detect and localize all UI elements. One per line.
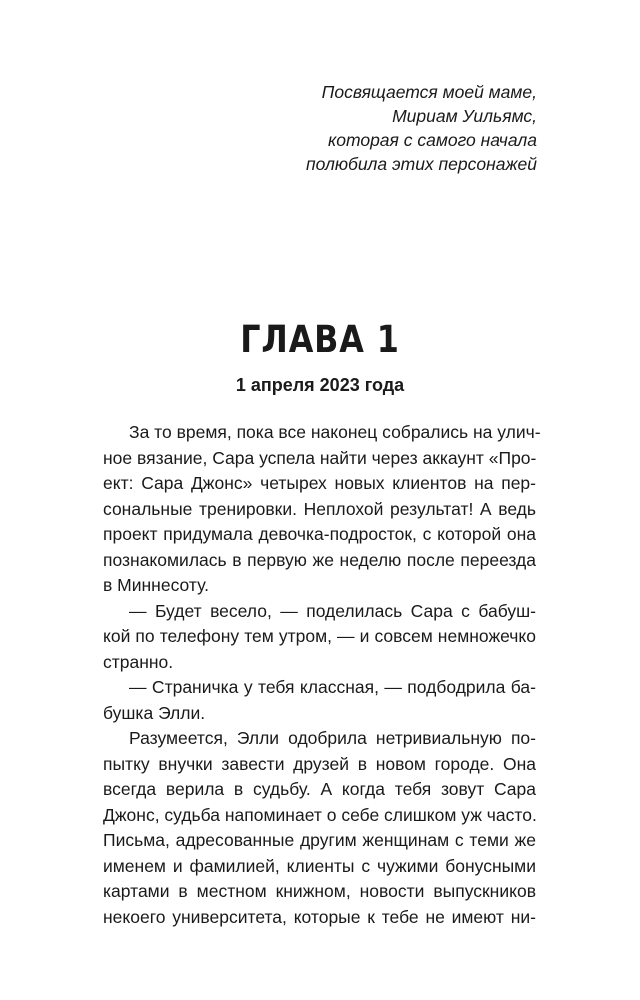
chapter-title: ГЛАВА 1 (240, 318, 400, 361)
text-line: кой по телефону тем утром, — и совсем немножечко (103, 626, 536, 646)
text-line: именем и фамилией, клиенты с чужими бонусными (103, 855, 536, 876)
chapter-body (103, 420, 541, 930)
text-line: бушка Элли. (103, 702, 206, 723)
text-line: ект: Сара Джонс» четырех новых клиентов на пер- (103, 473, 536, 493)
text-line: пытку внучки завести друзей в новом городе. Она (103, 753, 536, 774)
text-line: — Страничка у тебя классная, — подбодрила ба- (129, 677, 536, 697)
dedication-line: которая с самого начала (327, 130, 537, 150)
text-line: ное вязание, Сара успела найти через аккаунт «Про- (103, 447, 537, 468)
text-line: За то время, пока все наконец собрались на улич- (129, 422, 541, 442)
text-line: познакомилась в первую же неделю после переезда (103, 549, 536, 570)
text-line: картами в местном книжном, новости выпускников (103, 881, 536, 901)
text-line: проект придумала девочка-подросток, с которой она (103, 524, 536, 544)
text-line: всегда верила в судьбу. А когда тебя зовут Сара (103, 779, 536, 799)
dedication-line: Посвящается моей маме, (321, 82, 537, 102)
text-line: Джонс, судьба напоминает о себе слишком уж часто. (103, 804, 537, 825)
text-line: сональные тренировки. Неплохой результат! А ведь (103, 498, 536, 519)
text-line: Разумеется, Элли одобрила нетривиальную по- (129, 728, 536, 748)
dedication-line: Мириам Уильямс, (392, 106, 537, 126)
text-line: некоего университета, которые к тебе не имеют ни- (103, 906, 536, 927)
dedication-line: полюбила этих персонажей (305, 154, 537, 174)
text-line: в Миннесоту. (103, 575, 209, 595)
text-line: — Будет весело, — поделилась Сара с бабуш- (129, 600, 536, 621)
text-line: Письма, адресованные другим женщинам с теми же (103, 830, 536, 850)
chapter-date: 1 апреля 2023 года (235, 375, 405, 395)
text-line: странно. (103, 651, 174, 672)
dedication (177, 80, 537, 176)
